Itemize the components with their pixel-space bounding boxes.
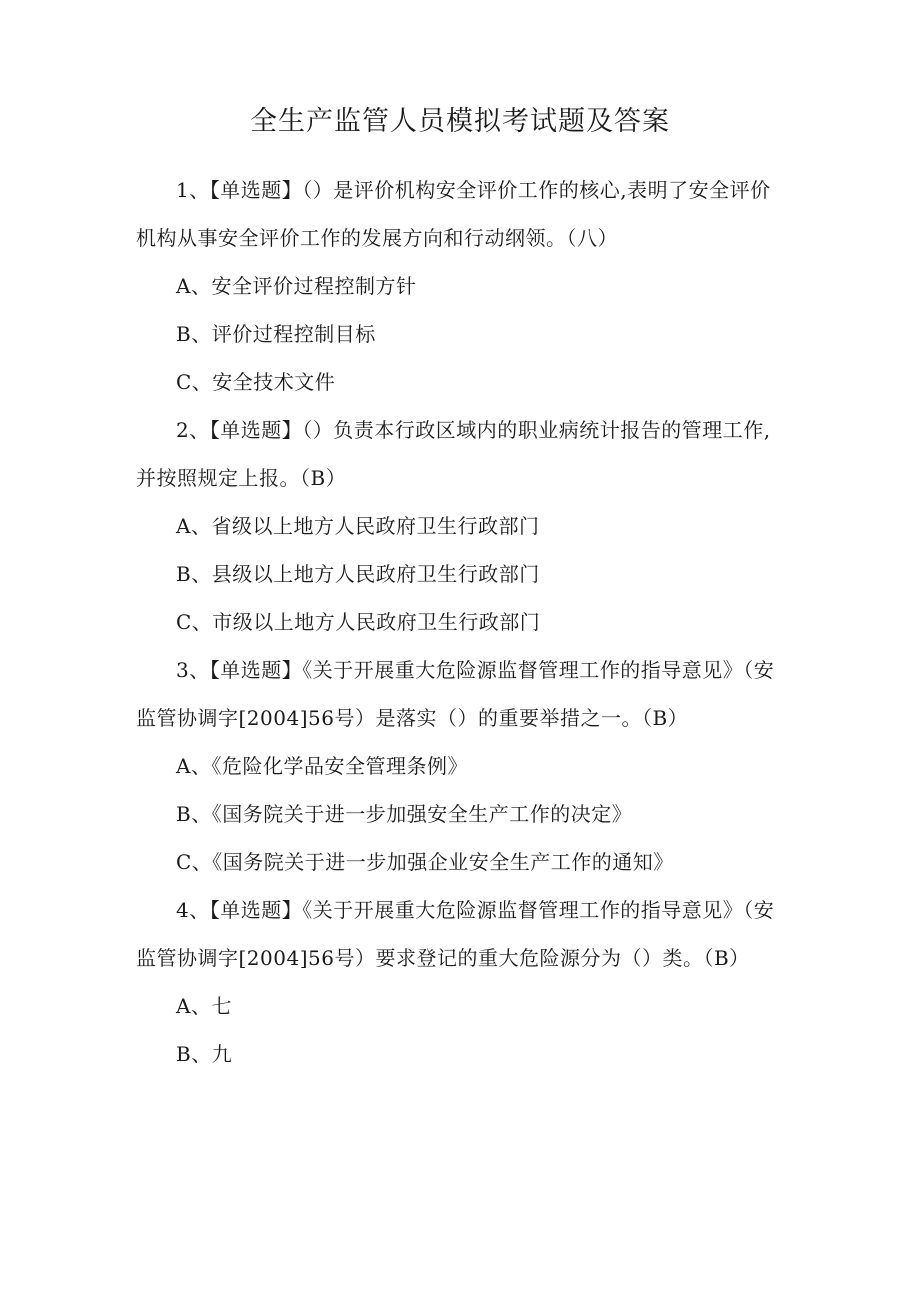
option-list — [136, 262, 790, 406]
option-list — [136, 982, 790, 1078]
question-text: 3、【单选题】《关于开展重大危险源监督管理工作的指导意见》（安监管协调字[2004]56号）是落实（）的重要举措之一。（B） — [136, 658, 775, 730]
option-a: A、《危险化学品安全管理条例》 — [176, 754, 468, 778]
option-a: A、安全评价过程控制方针 — [176, 274, 417, 298]
option-c: C、市级以上地方人民政府卫生行政部门 — [176, 610, 541, 634]
question-list — [136, 166, 790, 1078]
option-a: A、七 — [176, 994, 232, 1018]
option-c: C、安全技术文件 — [176, 370, 336, 394]
option-b: B、九 — [176, 1042, 233, 1066]
option-b: B、《国务院关于进一步加强安全生产工作的决定》 — [176, 802, 633, 826]
option-list — [136, 742, 790, 886]
option-list — [136, 502, 790, 646]
question-text: 2、【单选题】（）负责本行政区域内的职业病统计报告的管理工作,并按照规定上报。（B） — [136, 418, 771, 490]
question-text: 1、【单选题】（）是评价机构安全评价工作的核心,表明了安全评价机构从事安全评价工作的发展方向和行动纲领。（八） — [136, 178, 771, 250]
page-title: 全生产监管人员模拟考试题及答案 — [250, 106, 670, 137]
option-b: B、县级以上地方人民政府卫生行政部门 — [176, 562, 540, 586]
question-3 — [136, 646, 790, 886]
question-1 — [136, 166, 790, 406]
option-c: C、《国务院关于进一步加强企业安全生产工作的通知》 — [176, 850, 674, 874]
option-b: B、评价过程控制目标 — [176, 322, 376, 346]
option-a: A、省级以上地方人民政府卫生行政部门 — [176, 514, 540, 538]
question-text: 4、【单选题】《关于开展重大危险源监督管理工作的指导意见》（安监管协调字[2004]56号）要求登记的重大危险源分为（）类。（B） — [136, 898, 775, 970]
question-2 — [136, 406, 790, 646]
question-4 — [136, 886, 790, 1078]
